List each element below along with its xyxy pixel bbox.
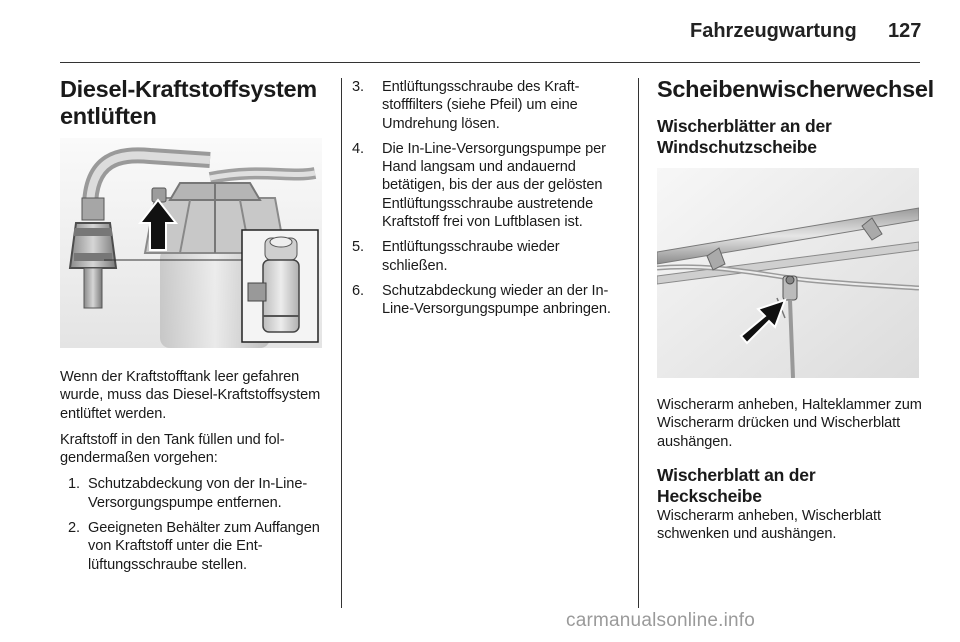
step-number: 2. xyxy=(68,520,80,537)
watermark: carmanualsonline.info xyxy=(566,610,756,631)
intro-paragraph: Wenn der Kraftstofftank leer gefahren wurde, muss das Diesel-Kraftstoffsystem entlüftet werden. xyxy=(60,369,321,422)
rear-instructions: Wischerarm anheben, Wischerblatt schwenken und aushängen. xyxy=(657,507,881,543)
step-number: 6. xyxy=(352,282,364,299)
step-number: 3. xyxy=(352,79,364,95)
step-text: Schutzabdeckung wieder an der In-Line-Versorgungspumpe anbringen. xyxy=(382,282,611,318)
steps-list-2 xyxy=(352,78,626,319)
subsection-title-line-2: Heckscheibe xyxy=(657,485,762,506)
step-number: 5. xyxy=(352,239,364,256)
list-item xyxy=(352,140,626,231)
subsection-title-rear xyxy=(657,465,923,507)
step-text: Entlüftungsschraube wieder schließen. xyxy=(382,239,560,274)
list-item xyxy=(352,282,626,319)
subsection-title-line-1: Wischerblätter an der xyxy=(657,116,832,136)
list-item xyxy=(60,475,332,512)
wiper-figure xyxy=(657,168,919,378)
section-title-wiper: Scheibenwischerwechsel xyxy=(657,76,934,102)
section-title-line-1: Diesel-Kraftstoffsystem xyxy=(60,76,317,102)
column-divider-1 xyxy=(341,78,342,608)
fuel-system-figure xyxy=(60,138,322,348)
column-2 xyxy=(352,78,626,326)
step-number: 4. xyxy=(352,140,364,157)
windshield-instructions: Wischerarm anheben, Halteklammer zum Wischerarm drücken und Wischerblatt aushängen. xyxy=(657,397,922,450)
list-item xyxy=(352,238,626,275)
header-divider xyxy=(60,62,920,63)
subsection-title-line-1: Wischerblatt an der xyxy=(657,464,816,485)
subsection-title-line-2: Windschutzscheibe xyxy=(657,137,817,157)
section-title-diesel xyxy=(60,76,332,130)
column-divider-2 xyxy=(638,78,639,608)
column-1 xyxy=(60,76,332,581)
list-item xyxy=(352,78,626,133)
fill-paragraph: Kraftstoff in den Tank füllen und folgendermaßen vorgehen: xyxy=(60,431,285,467)
step-text: Entlüftungsschraube des Kraftstofffilters (siehe Pfeil) um eine Umdrehung lösen. xyxy=(382,79,580,132)
step-text: Schutzabdeckung von der In-Line-Versorgungspumpe entfernen. xyxy=(88,476,308,511)
subsection-title-windshield xyxy=(657,116,923,158)
page-number: 127 xyxy=(888,20,922,42)
section-title-line-2: entlüften xyxy=(60,103,157,129)
list-item xyxy=(60,519,332,574)
step-number: 1. xyxy=(68,476,80,493)
steps-list-1 xyxy=(60,475,332,573)
step-text: Die In-Line-Versorgungspumpe per Hand langsam und andauernd betätigen, bis der aus der gelösten Entlüftungsschraube austretende Kraftstoff frei von Luftblasen ist. xyxy=(382,140,606,231)
step-text: Geeigneten Behälter zum Auffangen von Kraftstoff unter die Entlüftungsschraube stellen. xyxy=(88,520,320,573)
column-3 xyxy=(657,76,934,551)
running-header-title: Fahrzeugwartung xyxy=(690,20,857,42)
